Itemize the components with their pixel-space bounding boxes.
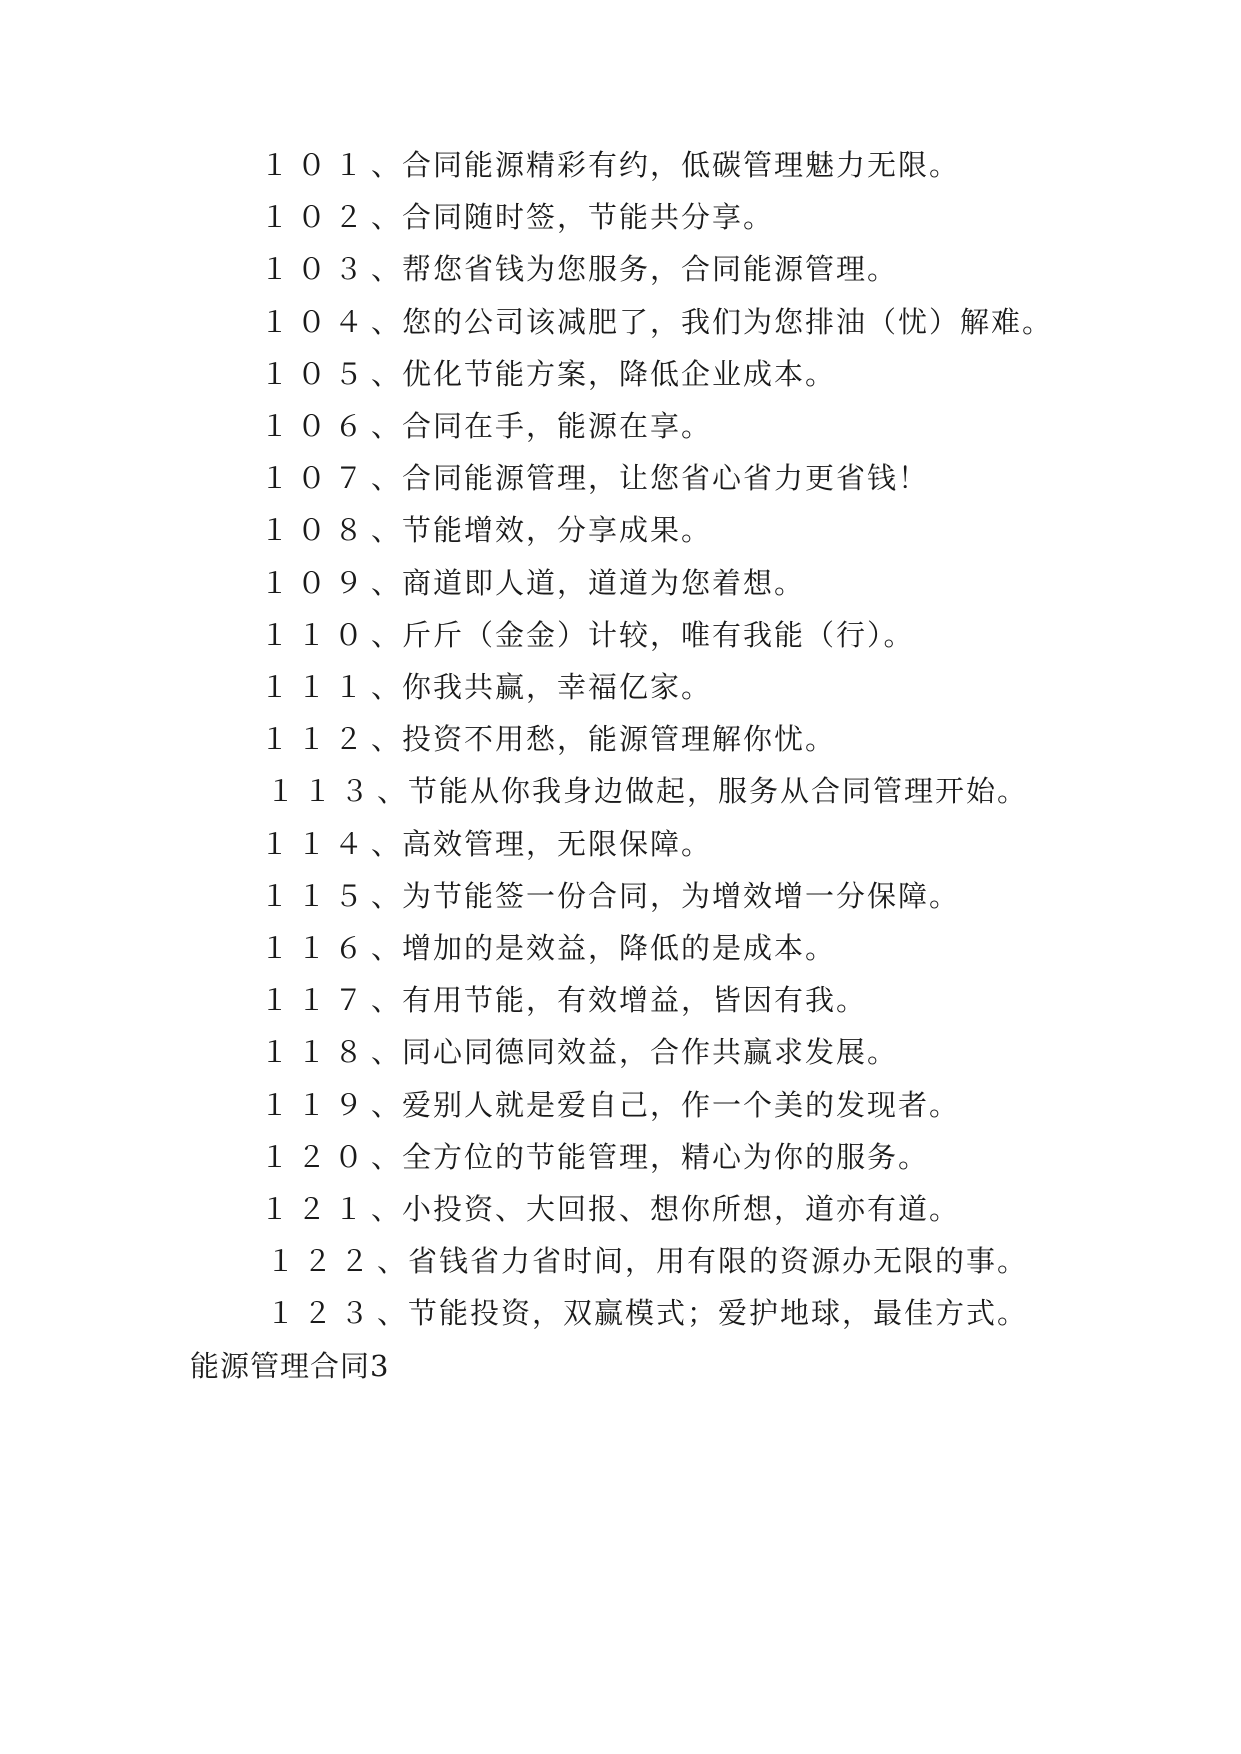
item-number: １０３ (260, 252, 372, 287)
item-number: １０９ (260, 565, 372, 600)
list-item (260, 615, 915, 655)
item-number: １１６ (260, 931, 372, 965)
item-text: 、节能投资，双赢模式；爱护地球，最佳方式。 (377, 1296, 1029, 1331)
list-item (260, 1032, 898, 1072)
item-text: 、斤斤（金金）计较，唯有我能（行）。 (371, 617, 915, 652)
list-item (260, 458, 929, 498)
list-item (260, 302, 1053, 342)
item-number: １１８ (260, 1035, 372, 1070)
item-number: １０２ (260, 200, 372, 235)
item-number: １１７ (260, 983, 372, 1018)
item-number: １１４ (260, 826, 372, 861)
item-number: １１５ (260, 878, 372, 913)
list-item (260, 406, 712, 446)
item-number: １１１ (260, 670, 372, 704)
list-item (260, 1085, 960, 1125)
item-text: 、同心同德同效益，合作共赢求发展。 (371, 1035, 899, 1070)
item-text: 、节能增效，分享成果。 (371, 513, 713, 548)
list-item (260, 824, 712, 864)
item-number: １２１ (260, 1192, 372, 1226)
list-item (260, 1189, 960, 1229)
item-text: 、小投资、大回报、想你所想，道亦有道。 (371, 1192, 961, 1226)
section-heading: 能源管理合同3 (190, 1348, 390, 1383)
list-item (260, 667, 712, 707)
item-text: 、节能从你我身边做起，服务从合同管理开始。 (377, 774, 1029, 809)
list-item (260, 563, 805, 603)
item-text: 、有用节能，有效增益，皆因有我。 (371, 983, 868, 1018)
item-text: 、商道即人道，道道为您着想。 (371, 565, 806, 600)
item-number: １０１ (260, 148, 372, 182)
list-item (260, 510, 712, 550)
item-number: １０８ (260, 513, 372, 548)
item-number: １２２ (266, 1244, 378, 1279)
item-text: 、省钱省力省时间，用有限的资源办无限的事。 (377, 1244, 1029, 1279)
list-item (266, 771, 1028, 811)
item-text: 、你我共赢，幸福亿家。 (371, 670, 713, 704)
item-number: １１９ (260, 1087, 372, 1122)
list-item (260, 928, 836, 968)
item-number: １１３ (266, 774, 378, 809)
list-item (260, 249, 898, 289)
item-text: 、高效管理，无限保障。 (371, 826, 713, 861)
list-item (260, 719, 836, 759)
item-text: 、优化节能方案，降低企业成本。 (371, 356, 837, 391)
list-item (260, 145, 960, 185)
item-number: １０４ (260, 304, 372, 339)
list-item (266, 1241, 1028, 1281)
item-text: 、您的公司该减肥了，我们为您排油（忧）解难。 (371, 304, 1054, 339)
item-text: 、合同随时签，节能共分享。 (371, 200, 775, 235)
item-text: 、为节能签一份合同，为增效增一分保障。 (371, 878, 961, 913)
item-number: １０６ (260, 409, 372, 443)
list-item (266, 1293, 1028, 1333)
item-text: 、投资不用愁，能源管理解你忧。 (371, 722, 837, 757)
item-text: 、爱别人就是爱自己，作一个美的发现者。 (371, 1087, 961, 1122)
list-item (260, 1137, 929, 1177)
item-text: 、帮您省钱为您服务，合同能源管理。 (371, 252, 899, 287)
item-number: １２０ (260, 1139, 372, 1174)
item-number: １１０ (260, 617, 372, 652)
item-number: １１２ (260, 722, 372, 757)
item-number: １２３ (266, 1296, 378, 1331)
item-text: 、合同能源管理，让您省心省力更省钱！ (371, 461, 930, 496)
item-text: 、增加的是效益，降低的是成本。 (371, 931, 837, 965)
list-item (260, 197, 774, 237)
list-item (260, 876, 960, 916)
list-item (260, 980, 867, 1020)
item-text: 、合同在手，能源在享。 (371, 409, 713, 443)
item-text: 、全方位的节能管理，精心为你的服务。 (371, 1139, 930, 1174)
list-item (260, 354, 836, 394)
item-number: １０７ (260, 461, 372, 496)
item-text: 、合同能源精彩有约，低碳管理魅力无限。 (371, 148, 961, 182)
item-number: １０５ (260, 356, 372, 391)
